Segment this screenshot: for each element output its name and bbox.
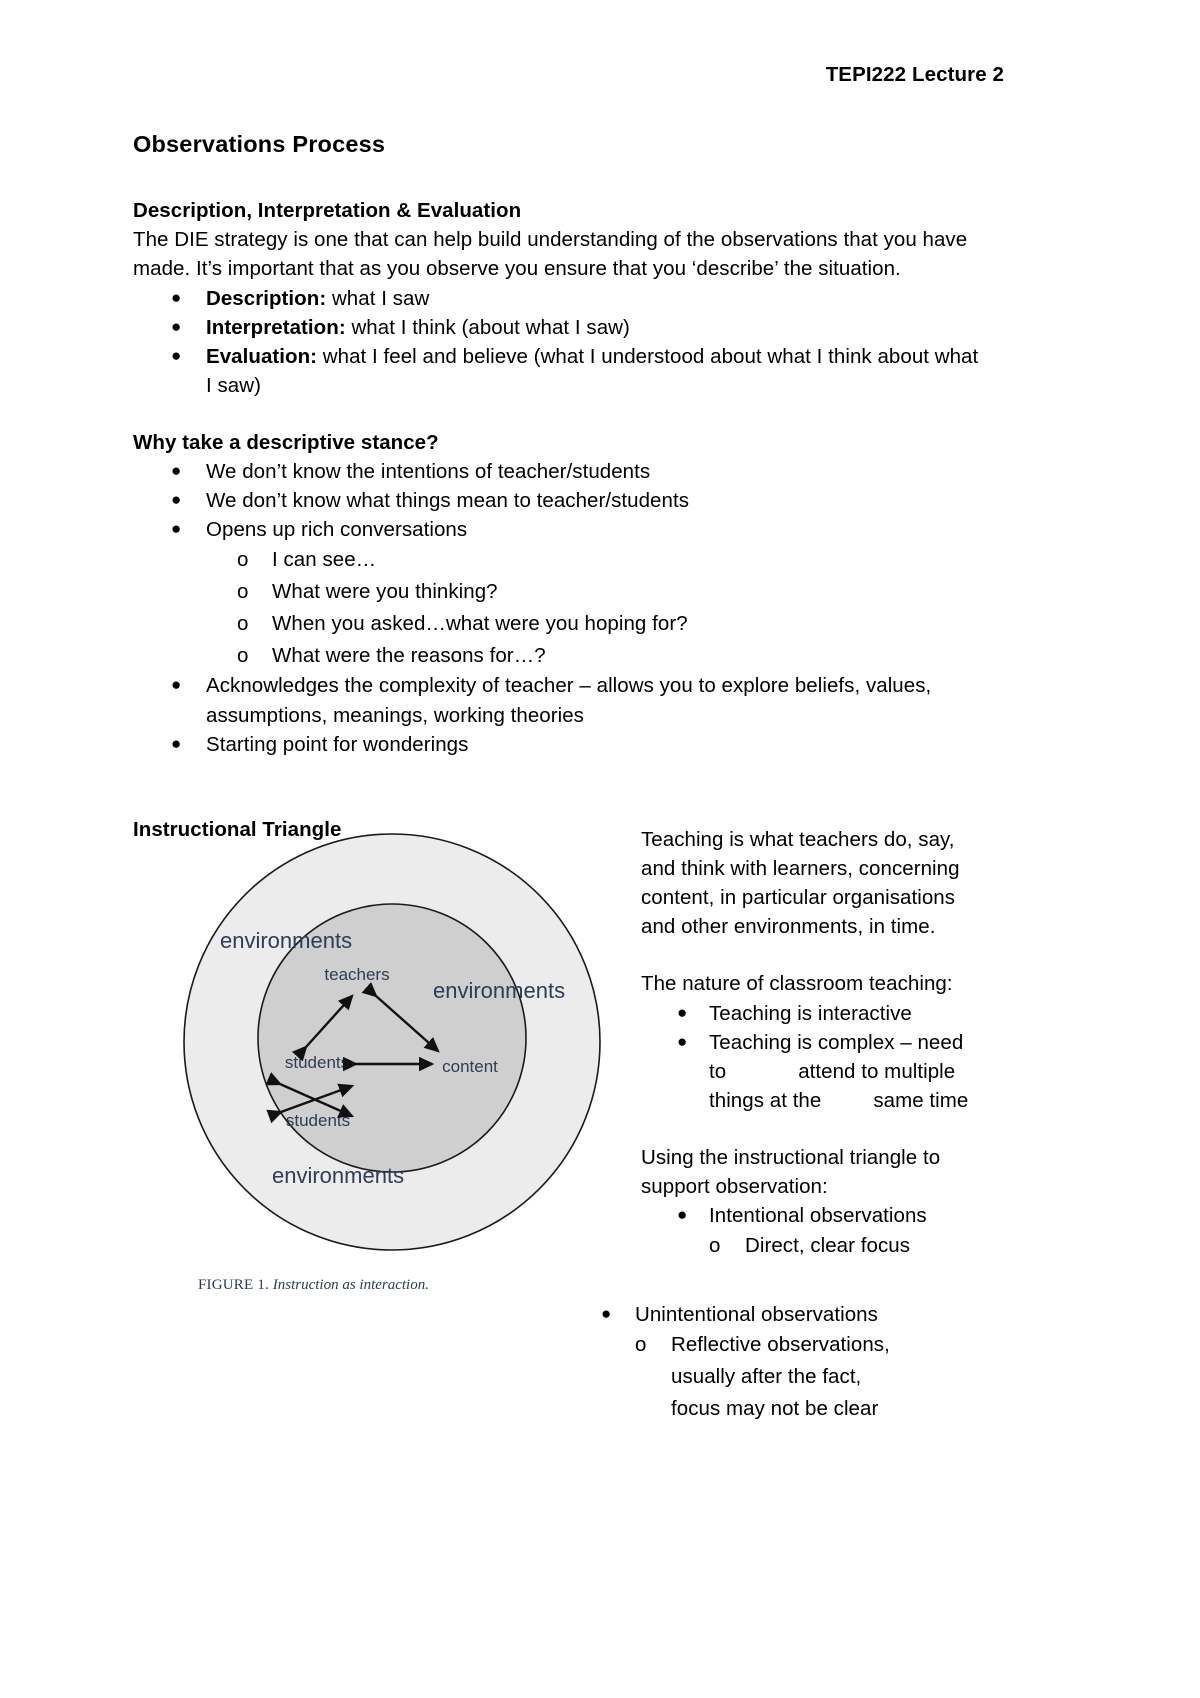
bullet-icon: ● [601,1304,612,1323]
tail-column [561,1300,991,1424]
nature-bullet-2-line-3a: things at the [709,1088,822,1112]
stance-bullet-5: Starting point for wonderings [206,732,469,756]
list-item [561,1300,991,1329]
bullet-icon: ● [677,1205,688,1225]
label-content: content [442,1057,498,1076]
nature-heading: The nature of classroom teaching: [641,972,953,996]
section-heading-die: Description, Interpretation & Evaluation [133,199,522,223]
bullet-icon: ● [171,733,182,753]
list-item-continuation [641,1057,983,1086]
bullet-icon: ● [171,490,182,510]
list-item-continuation [641,1086,983,1115]
list-item [133,342,985,371]
die-term-interpretation: Interpretation: [206,315,346,339]
stance-bullet-1: We don’t know the intentions of teacher/students [206,460,651,484]
bullet-icon: ● [171,461,182,481]
section-heading-stance: Why take a descriptive stance? [133,430,439,454]
hollow-bullet-icon: o [237,611,249,635]
list-item [641,1230,983,1262]
list-item [133,313,985,342]
stance-bullet-list [133,457,985,544]
die-rest-evaluation-wrap: I saw) [206,373,261,397]
using-heading-line-2: support observation: [641,1175,828,1199]
teaching-definition-line-2: and think with learners, concerning [641,857,960,881]
hollow-bullet-icon: o [237,643,249,667]
tail-sub-1-line-3: focus may not be clear [671,1396,879,1420]
list-item-continuation [561,1393,991,1425]
tail-bullet-1: Unintentional observations [635,1303,878,1326]
using-heading-line-1: Using the instructional triangle to [641,1145,941,1169]
list-item-continuation [561,1361,991,1393]
tail-sub-1-line-1: Reflective observations, [671,1333,890,1357]
bullet-icon: ● [171,519,182,539]
bullet-icon: ● [677,1031,688,1051]
nature-bullet-2-line-2b: attend to multiple [798,1059,956,1083]
stance-bullet-list-2 [133,671,985,758]
list-item [133,671,985,700]
hollow-bullet-icon: o [237,548,249,572]
nature-bullet-list [641,999,983,1115]
label-environments-right: environments [433,978,566,1003]
list-item [133,730,985,759]
bullet-icon: ● [171,316,182,336]
die-term-evaluation: Evaluation: [206,344,318,368]
label-students-top: students [284,1053,350,1072]
using-sub-bullet-list [641,1230,983,1262]
die-rest-description: what I saw [326,286,430,310]
die-paragraph-line-1: The DIE strategy is one that can help build understanding of the observations that you have [133,228,968,252]
die-term-description: Description: [206,286,327,310]
hollow-bullet-icon: o [635,1333,647,1357]
bullet-icon: ● [171,287,182,307]
list-item [133,515,985,544]
page-title: Observations Process [133,131,386,157]
teaching-definition-line-1: Teaching is what teachers do, say, [641,828,955,851]
stance-sub-2: What were you thinking? [272,580,498,604]
die-rest-interpretation: what I think (about what I saw) [345,315,630,339]
nature-bullet-2-line-3b: same time [873,1088,969,1112]
stance-sub-1: I can see… [272,548,377,572]
nature-bullet-2-line-1: Teaching is complex – need [709,1030,964,1054]
stance-bullet-4-line-1: Acknowledges the complexity of teacher – allows you to explore beliefs, values, [206,674,932,698]
stance-sub-bullet-list [133,544,985,671]
hollow-bullet-icon: o [709,1234,721,1258]
bullet-icon: ● [171,675,182,695]
label-environments-left: environments [220,928,353,953]
label-environments-bottom: environments [272,1163,405,1188]
list-item [133,544,985,576]
right-column [641,825,983,1262]
running-header: TEPI222 Lecture 2 [825,63,1004,86]
stance-bullet-2: We don’t know what things mean to teacher/students [206,489,690,513]
using-bullet-1: Intentional observations [709,1204,927,1228]
list-item-continuation [133,701,985,730]
section-heading-instructional-triangle: Instructional Triangle [133,817,342,841]
tail-bullet-list [561,1300,991,1329]
figure-caption [180,1277,620,1294]
die-paragraph-line-2: made. It’s important that as you observe you ensure that you ‘describe’ the situation. [133,257,901,281]
label-students-bottom: students [285,1111,351,1130]
list-item [133,457,985,486]
bullet-icon: ● [171,345,182,365]
figure-caption-text: Instruction as interaction. [272,1277,429,1293]
instruction-figure [180,820,620,1294]
figure-caption-label: FIGURE 1. [198,1277,269,1293]
list-item [133,576,985,608]
list-item [641,999,983,1028]
stance-sub-4: What were the reasons for…? [272,643,546,667]
teaching-definition-line-4: and other environments, in time. [641,915,936,939]
instruction-as-interaction-diagram [180,820,620,1275]
stance-bullet-3: Opens up rich conversations [206,518,468,542]
teaching-definition-line-3: content, in particular organisations [641,886,956,910]
tail-sub-1-line-2: usually after the fact, [671,1364,862,1388]
list-item [133,486,985,515]
label-teachers: teachers [324,965,390,984]
nature-bullet-1: Teaching is interactive [709,1001,912,1025]
die-rest-evaluation: what I feel and believe (what I understood about what I think about what [317,344,979,368]
stance-sub-3: When you asked…what were you hoping for? [272,611,688,635]
list-item [561,1329,991,1361]
list-item [641,1201,983,1230]
list-item [133,608,985,640]
die-bullet-list [133,284,985,400]
nature-bullet-2-line-2a: to [709,1059,727,1083]
stance-bullet-4-line-2: assumptions, meanings, working theories [206,703,584,727]
using-bullet-list [641,1201,983,1230]
list-item [133,640,985,672]
document-body [133,130,985,844]
list-item [641,1028,983,1057]
tail-sub-bullet-list [561,1329,991,1424]
bullet-icon: ● [677,1002,688,1022]
using-sub-1: Direct, clear focus [745,1234,910,1258]
list-item-continuation [133,371,985,400]
hollow-bullet-icon: o [237,580,249,604]
list-item [133,284,985,313]
